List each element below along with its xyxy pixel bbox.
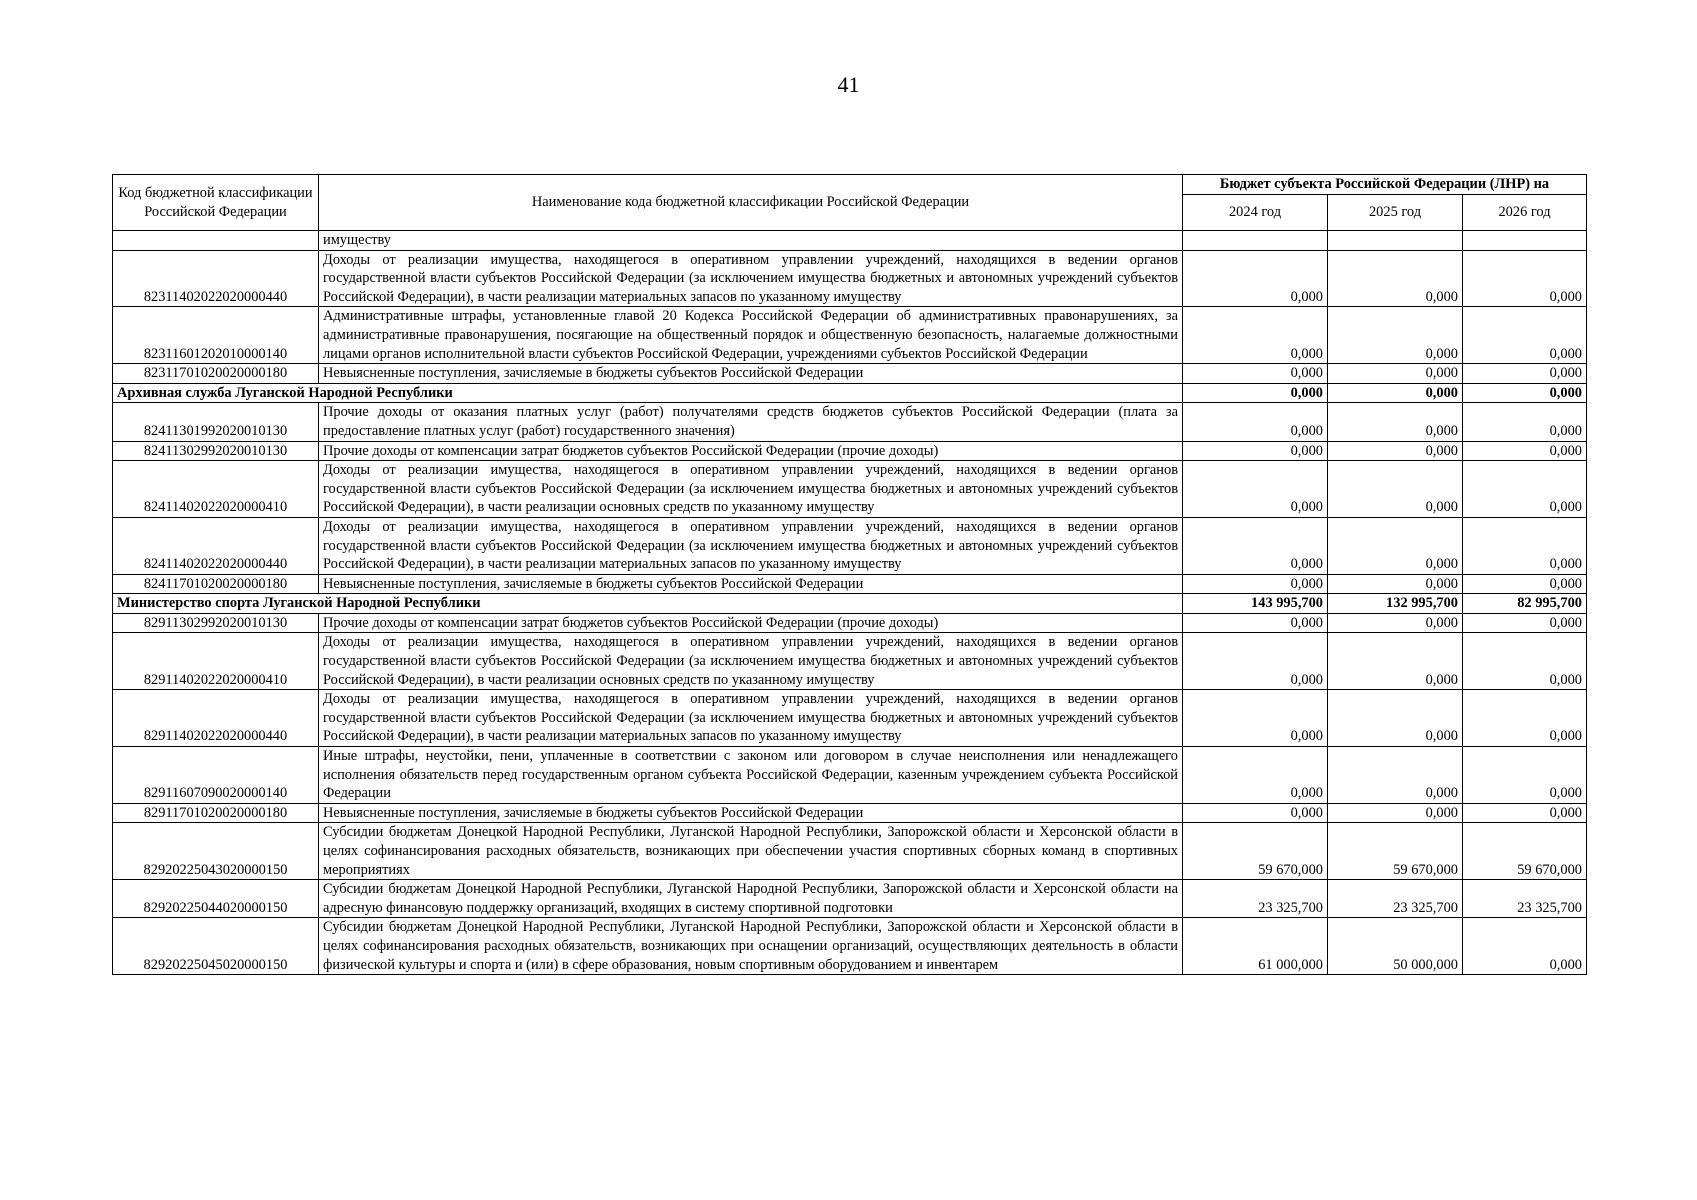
table-row — [113, 803, 1587, 823]
budget-code: 82411701020020000180 — [113, 574, 319, 594]
budget-code-name: Субсидии бюджетам Донецкой Народной Республики, Луганской Народной Республики, Запорожской области и Херсонской области в целях софинансирования расходных обязательств, возникающих при обеспечении участия спортивных сборных команд в спортивных мероприятиях — [319, 823, 1183, 880]
value-2025: 132 995,700 — [1328, 594, 1463, 614]
table-row — [113, 823, 1587, 880]
value-2025: 0,000 — [1328, 574, 1463, 594]
value-2025: 0,000 — [1328, 364, 1463, 384]
budget-code-name: Административные штрафы, установленные главой 20 Кодекса Российской Федерации об административных правонарушениях, за административные правонарушения, посягающие на общественный порядок и общественную безопасность, налагаемые должностными лицами органов исполнительной власти субъектов Российской Федерации, учреждениями субъектов Российской Федерации — [319, 307, 1183, 364]
value-2024: 0,000 — [1183, 574, 1328, 594]
table-row — [113, 461, 1587, 518]
budget-code-name: Невыясненные поступления, зачисляемые в бюджеты субъектов Российской Федерации — [319, 364, 1183, 384]
value-2024: 0,000 — [1183, 803, 1328, 823]
section-row — [113, 383, 1587, 403]
value-2025: 0,000 — [1328, 690, 1463, 747]
budget-code: 82911302992020010130 — [113, 613, 319, 633]
table-row — [113, 231, 1587, 251]
value-2025: 23 325,700 — [1328, 880, 1463, 918]
value-2026: 0,000 — [1463, 441, 1587, 461]
section-row — [113, 594, 1587, 614]
budget-code-name: Невыясненные поступления, зачисляемые в бюджеты субъектов Российской Федерации — [319, 574, 1183, 594]
budget-code-name: Прочие доходы от компенсации затрат бюджетов субъектов Российской Федерации (прочие доходы) — [319, 441, 1183, 461]
budget-code — [113, 231, 319, 251]
value-2024: 59 670,000 — [1183, 823, 1328, 880]
value-2026: 59 670,000 — [1463, 823, 1587, 880]
table-row — [113, 441, 1587, 461]
budget-table — [112, 174, 1587, 975]
section-title: Министерство спорта Луганской Народной Республики — [113, 594, 1183, 614]
table-row — [113, 880, 1587, 918]
budget-code: 82411402022020000440 — [113, 517, 319, 574]
value-2024: 0,000 — [1183, 613, 1328, 633]
value-2024: 143 995,700 — [1183, 594, 1328, 614]
value-2026: 0,000 — [1463, 918, 1587, 975]
table-row — [113, 574, 1587, 594]
value-2025: 50 000,000 — [1328, 918, 1463, 975]
value-2025: 0,000 — [1328, 383, 1463, 403]
header-budget-group: Бюджет субъекта Российской Федерации (ЛНР) на — [1183, 175, 1587, 195]
value-2026: 0,000 — [1463, 250, 1587, 307]
table-row — [113, 690, 1587, 747]
table-row — [113, 250, 1587, 307]
budget-code: 82311701020020000180 — [113, 364, 319, 384]
value-2024: 0,000 — [1183, 250, 1328, 307]
budget-code: 82911607090020000140 — [113, 747, 319, 804]
budget-code: 82920225045020000150 — [113, 918, 319, 975]
budget-code: 82911402022020000440 — [113, 690, 319, 747]
budget-code-name: Доходы от реализации имущества, находящегося в оперативном управлении учреждений, находящихся в ведении органов государственной власти субъектов Российской Федерации (за исключением имущества бюджетных и автономных учреждений субъектов Российской Федерации), в части реализации материальных запасов по указанному имуществу — [319, 250, 1183, 307]
table-row — [113, 307, 1587, 364]
value-2025 — [1328, 231, 1463, 251]
value-2026: 0,000 — [1463, 517, 1587, 574]
value-2026: 0,000 — [1463, 574, 1587, 594]
budget-code: 82920225044020000150 — [113, 880, 319, 918]
value-2026 — [1463, 231, 1587, 251]
value-2026: 82 995,700 — [1463, 594, 1587, 614]
budget-code-name: Доходы от реализации имущества, находящегося в оперативном управлении учреждений, находящихся в ведении органов государственной власти субъектов Российской Федерации (за исключением имущества бюджетных и автономных учреждений субъектов Российской Федерации), в части реализации основных средств по указанному имуществу — [319, 633, 1183, 690]
budget-code-name: Иные штрафы, неустойки, пени, уплаченные в соответствии с законом или договором в случае неисполнения или ненадлежащего исполнения обязательств перед государственным органом субъекта Российской Федерации, казенным учреждением субъекта Российской Федерации — [319, 747, 1183, 804]
header-code: Код бюджетной классификации Российской Федерации — [113, 175, 319, 231]
header-name: Наименование кода бюджетной классификации Российской Федерации — [319, 175, 1183, 231]
value-2026: 0,000 — [1463, 307, 1587, 364]
value-2024: 0,000 — [1183, 747, 1328, 804]
value-2026: 0,000 — [1463, 613, 1587, 633]
value-2024: 0,000 — [1183, 690, 1328, 747]
table-row — [113, 918, 1587, 975]
value-2024 — [1183, 231, 1328, 251]
value-2025: 0,000 — [1328, 441, 1463, 461]
table-row — [113, 633, 1587, 690]
value-2025: 0,000 — [1328, 517, 1463, 574]
budget-code-name: Прочие доходы от компенсации затрат бюджетов субъектов Российской Федерации (прочие доходы) — [319, 613, 1183, 633]
page-number: 41 — [837, 72, 860, 97]
value-2025: 0,000 — [1328, 461, 1463, 518]
value-2026: 0,000 — [1463, 633, 1587, 690]
budget-code: 82411302992020010130 — [113, 441, 319, 461]
budget-code-name: Доходы от реализации имущества, находящегося в оперативном управлении учреждений, находящихся в ведении органов государственной власти субъектов Российской Федерации (за исключением имущества бюджетных и автономных учреждений субъектов Российской Федерации), в части реализации материальных запасов по указанному имуществу — [319, 517, 1183, 574]
value-2024: 0,000 — [1183, 364, 1328, 384]
header-year-2024: 2024 год — [1183, 195, 1328, 231]
value-2026: 0,000 — [1463, 403, 1587, 441]
budget-code: 82311402022020000440 — [113, 250, 319, 307]
table-header — [113, 175, 1587, 231]
value-2024: 0,000 — [1183, 441, 1328, 461]
budget-code-name: Невыясненные поступления, зачисляемые в бюджеты субъектов Российской Федерации — [319, 803, 1183, 823]
budget-code: 82411301992020010130 — [113, 403, 319, 441]
budget-code: 82920225043020000150 — [113, 823, 319, 880]
table-row — [113, 403, 1587, 441]
value-2026: 0,000 — [1463, 803, 1587, 823]
value-2024: 0,000 — [1183, 307, 1328, 364]
section-title: Архивная служба Луганской Народной Республики — [113, 383, 1183, 403]
value-2024: 0,000 — [1183, 633, 1328, 690]
value-2026: 0,000 — [1463, 690, 1587, 747]
value-2024: 0,000 — [1183, 517, 1328, 574]
value-2026: 0,000 — [1463, 383, 1587, 403]
budget-code-name: Субсидии бюджетам Донецкой Народной Республики, Луганской Народной Республики, Запорожской области и Херсонской области в целях софинансирования расходных обязательств, возникающих при оснащении организаций, осуществляющих деятельность в области физической культуры и спорта и (или) в сфере образования, новым спортивным оборудованием и инвентарем — [319, 918, 1183, 975]
budget-code: 82911402022020000410 — [113, 633, 319, 690]
budget-code-name: Прочие доходы от оказания платных услуг (работ) получателями средств бюджетов субъектов Российской Федерации (плата за предоставление платных услуг (работ) государственного значения) — [319, 403, 1183, 441]
value-2025: 0,000 — [1328, 250, 1463, 307]
budget-code: 82911701020020000180 — [113, 803, 319, 823]
budget-code-name: Доходы от реализации имущества, находящегося в оперативном управлении учреждений, находящихся в ведении органов государственной власти субъектов Российской Федерации (за исключением имущества бюджетных и автономных учреждений субъектов Российской Федерации), в части реализации основных средств по указанному имуществу — [319, 461, 1183, 518]
budget-code: 82311601202010000140 — [113, 307, 319, 364]
table-row — [113, 613, 1587, 633]
table-body — [113, 231, 1587, 975]
table-row — [113, 747, 1587, 804]
value-2025: 0,000 — [1328, 803, 1463, 823]
table-row — [113, 517, 1587, 574]
value-2026: 0,000 — [1463, 461, 1587, 518]
value-2025: 0,000 — [1328, 747, 1463, 804]
value-2024: 0,000 — [1183, 403, 1328, 441]
value-2025: 0,000 — [1328, 403, 1463, 441]
header-year-2026: 2026 год — [1463, 195, 1587, 231]
value-2024: 0,000 — [1183, 461, 1328, 518]
value-2024: 23 325,700 — [1183, 880, 1328, 918]
value-2024: 0,000 — [1183, 383, 1328, 403]
budget-code-name: имуществу — [319, 231, 1183, 251]
budget-code-name: Доходы от реализации имущества, находящегося в оперативном управлении учреждений, находящихся в ведении органов государственной власти субъектов Российской Федерации (за исключением имущества бюджетных и автономных учреждений субъектов Российской Федерации), в части реализации материальных запасов по указанному имуществу — [319, 690, 1183, 747]
value-2025: 0,000 — [1328, 613, 1463, 633]
table-row — [113, 364, 1587, 384]
value-2026: 0,000 — [1463, 747, 1587, 804]
value-2025: 0,000 — [1328, 307, 1463, 364]
value-2026: 0,000 — [1463, 364, 1587, 384]
budget-code-name: Субсидии бюджетам Донецкой Народной Республики, Луганской Народной Республики, Запорожской области и Херсонской области на адресную финансовую поддержку организаций, входящих в систему спортивной подготовки — [319, 880, 1183, 918]
value-2026: 23 325,700 — [1463, 880, 1587, 918]
value-2025: 0,000 — [1328, 633, 1463, 690]
budget-code: 82411402022020000410 — [113, 461, 319, 518]
header-year-2025: 2025 год — [1328, 195, 1463, 231]
value-2024: 61 000,000 — [1183, 918, 1328, 975]
value-2025: 59 670,000 — [1328, 823, 1463, 880]
